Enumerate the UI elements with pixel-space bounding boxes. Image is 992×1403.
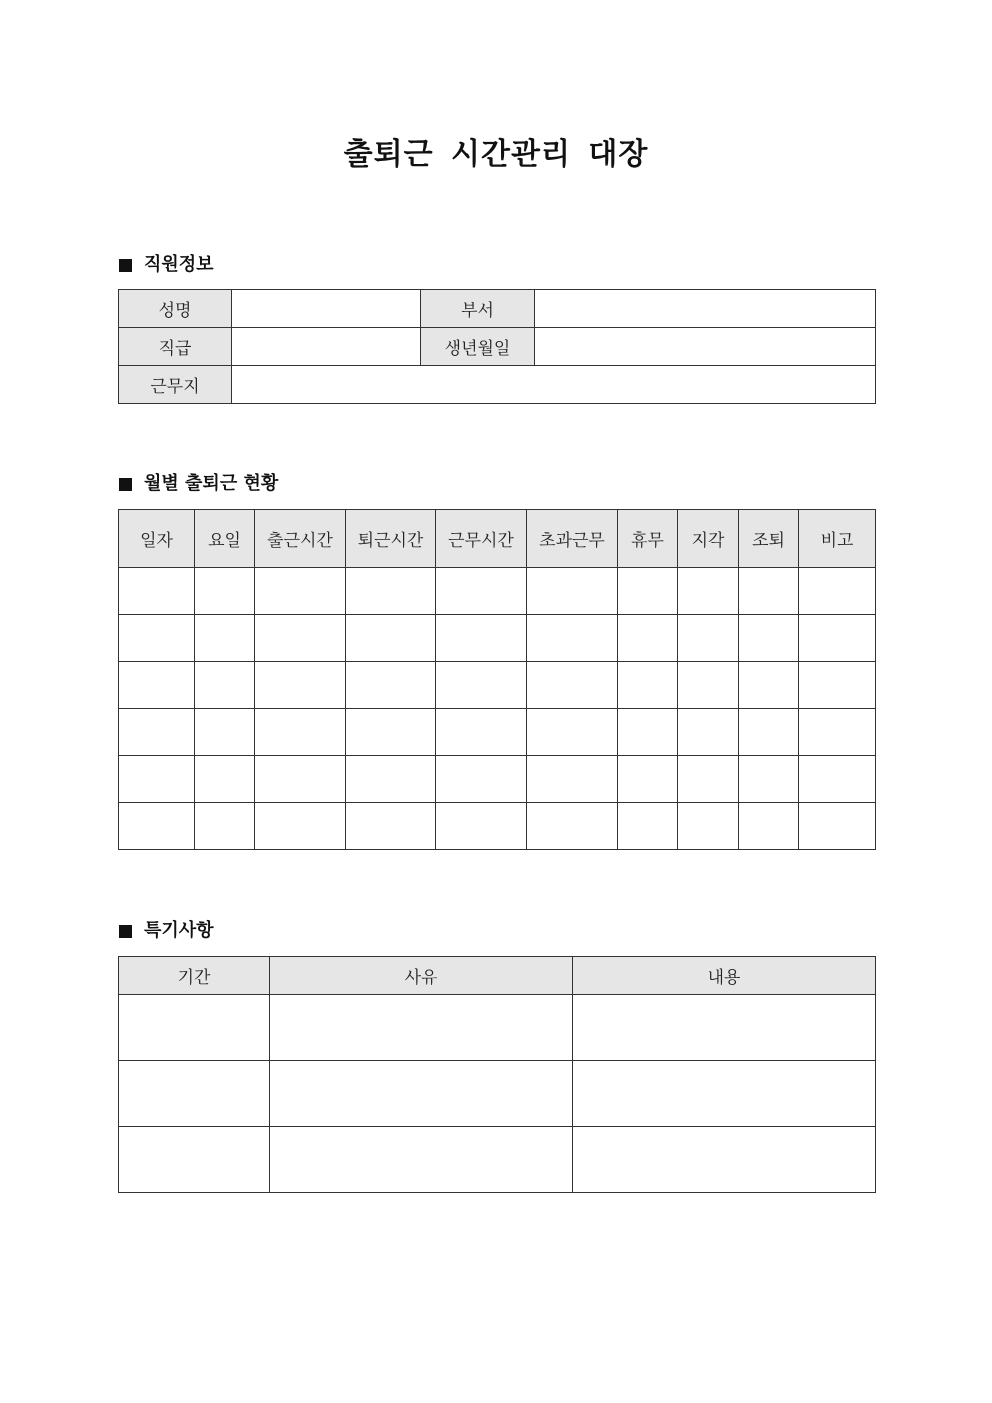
attendance-heading — [119, 471, 278, 497]
table-cell[interactable] — [346, 568, 436, 615]
table-cell[interactable] — [119, 1127, 270, 1193]
birthdate-field[interactable] — [535, 328, 876, 366]
document-title: 출퇴근 시간관리 대장 — [343, 137, 649, 172]
table-cell[interactable] — [799, 756, 876, 803]
table-row — [119, 995, 876, 1061]
table-cell[interactable] — [436, 662, 527, 709]
table-cell[interactable] — [436, 615, 527, 662]
table-cell[interactable] — [573, 995, 876, 1061]
table-cell[interactable] — [255, 803, 346, 850]
table-cell[interactable] — [799, 803, 876, 850]
table-cell[interactable] — [573, 1127, 876, 1193]
name-label: 성명 — [119, 290, 232, 328]
notes-heading — [119, 918, 214, 944]
name-field[interactable] — [232, 290, 421, 328]
column-header-reason: 사유 — [270, 957, 573, 995]
table-cell[interactable] — [195, 709, 255, 756]
table-cell[interactable] — [527, 615, 618, 662]
table-cell[interactable] — [678, 615, 739, 662]
table-cell[interactable] — [739, 803, 799, 850]
table-cell[interactable] — [739, 709, 799, 756]
table-cell[interactable] — [255, 756, 346, 803]
department-label: 부서 — [421, 290, 535, 328]
table-cell[interactable] — [678, 662, 739, 709]
column-header-clock-out: 퇴근시간 — [346, 510, 436, 568]
table-cell[interactable] — [573, 1061, 876, 1127]
table-cell[interactable] — [346, 709, 436, 756]
table-row — [119, 1061, 876, 1127]
table-cell[interactable] — [195, 568, 255, 615]
table-cell[interactable] — [678, 568, 739, 615]
table-cell[interactable] — [799, 662, 876, 709]
table-cell[interactable] — [527, 709, 618, 756]
square-bullet-icon — [119, 259, 132, 272]
attendance-heading-text: 월별 출퇴근 현황 — [144, 473, 279, 494]
table-cell[interactable] — [618, 662, 678, 709]
table-cell[interactable] — [618, 568, 678, 615]
column-header-late: 지각 — [678, 510, 739, 568]
table-row — [119, 615, 876, 662]
table-cell[interactable] — [436, 756, 527, 803]
table-cell[interactable] — [799, 615, 876, 662]
column-header-content: 내용 — [573, 957, 876, 995]
column-header-day-off: 휴무 — [618, 510, 678, 568]
table-cell[interactable] — [119, 756, 195, 803]
table-cell[interactable] — [436, 803, 527, 850]
table-row — [119, 366, 876, 404]
table-cell[interactable] — [119, 568, 195, 615]
table-row — [119, 328, 876, 366]
column-header-early-leave: 조퇴 — [739, 510, 799, 568]
workplace-field[interactable] — [232, 366, 876, 404]
table-cell[interactable] — [618, 709, 678, 756]
table-cell[interactable] — [119, 709, 195, 756]
column-header-overtime: 초과근무 — [527, 510, 618, 568]
table-cell[interactable] — [346, 615, 436, 662]
column-header-date: 일자 — [119, 510, 195, 568]
table-cell[interactable] — [678, 756, 739, 803]
column-header-work-hours: 근무시간 — [436, 510, 527, 568]
table-cell[interactable] — [255, 568, 346, 615]
table-cell[interactable] — [678, 803, 739, 850]
column-header-remarks: 비고 — [799, 510, 876, 568]
table-cell[interactable] — [346, 803, 436, 850]
column-header-weekday: 요일 — [195, 510, 255, 568]
table-cell[interactable] — [195, 803, 255, 850]
table-cell[interactable] — [527, 803, 618, 850]
attendance-table — [118, 509, 876, 850]
table-cell[interactable] — [119, 803, 195, 850]
table-cell[interactable] — [270, 1127, 573, 1193]
table-cell[interactable] — [527, 662, 618, 709]
notes-heading-text: 특기사항 — [144, 920, 214, 941]
table-cell[interactable] — [270, 995, 573, 1061]
table-cell[interactable] — [618, 756, 678, 803]
table-cell[interactable] — [527, 756, 618, 803]
table-cell[interactable] — [436, 709, 527, 756]
table-cell[interactable] — [346, 756, 436, 803]
table-cell[interactable] — [119, 662, 195, 709]
attendance-body — [119, 568, 876, 850]
table-cell[interactable] — [346, 662, 436, 709]
table-cell[interactable] — [527, 568, 618, 615]
table-row — [119, 803, 876, 850]
table-row — [119, 756, 876, 803]
table-cell[interactable] — [739, 756, 799, 803]
position-label: 직급 — [119, 328, 232, 366]
table-cell[interactable] — [255, 709, 346, 756]
employee-info-table — [118, 289, 876, 404]
column-header-period: 기간 — [119, 957, 270, 995]
table-cell[interactable] — [270, 1061, 573, 1127]
table-cell[interactable] — [436, 568, 527, 615]
table-cell[interactable] — [618, 803, 678, 850]
table-cell[interactable] — [119, 995, 270, 1061]
employee-info-heading-text: 직원정보 — [144, 254, 214, 275]
employee-info-heading — [119, 252, 214, 278]
table-cell[interactable] — [618, 615, 678, 662]
table-cell[interactable] — [255, 615, 346, 662]
workplace-label: 근무지 — [119, 366, 232, 404]
square-bullet-icon — [119, 478, 132, 491]
attendance-header-row — [119, 510, 876, 568]
notes-header-row — [119, 957, 876, 995]
table-cell[interactable] — [799, 709, 876, 756]
table-cell[interactable] — [739, 662, 799, 709]
table-cell[interactable] — [195, 662, 255, 709]
table-cell[interactable] — [739, 615, 799, 662]
table-row — [119, 568, 876, 615]
position-field[interactable] — [232, 328, 421, 366]
table-cell[interactable] — [195, 615, 255, 662]
department-field[interactable] — [535, 290, 876, 328]
table-cell[interactable] — [799, 568, 876, 615]
table-row — [119, 709, 876, 756]
table-cell[interactable] — [119, 615, 195, 662]
table-row — [119, 290, 876, 328]
table-row — [119, 662, 876, 709]
table-row — [119, 1127, 876, 1193]
column-header-clock-in: 출근시간 — [255, 510, 346, 568]
birthdate-label: 생년월일 — [421, 328, 535, 366]
square-bullet-icon — [119, 925, 132, 938]
notes-body — [119, 995, 876, 1193]
table-cell[interactable] — [119, 1061, 270, 1127]
table-cell[interactable] — [195, 756, 255, 803]
table-cell[interactable] — [739, 568, 799, 615]
table-cell[interactable] — [678, 709, 739, 756]
table-cell[interactable] — [255, 662, 346, 709]
notes-table — [118, 956, 876, 1193]
